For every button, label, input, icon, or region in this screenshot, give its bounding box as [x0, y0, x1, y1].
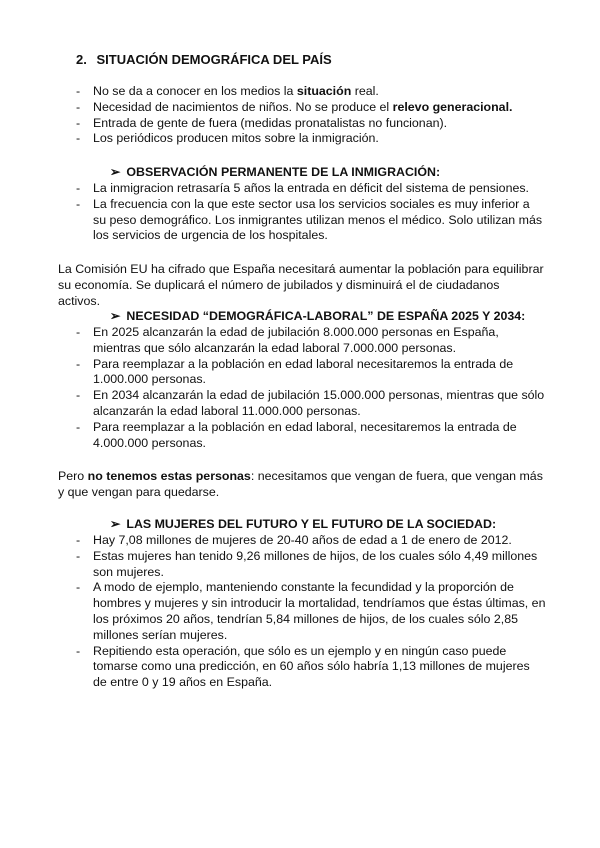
intro-list [76, 84, 546, 147]
list-item: - No se da a conocer en los medios la situación real. [76, 84, 379, 98]
list-item: - Necesidad de nacimientos de niños. No se produce el relevo generacional. [76, 99, 513, 114]
arrow-icon: ➢ [110, 165, 121, 179]
section-title: SITUACIÓN DEMOGRÁFICA DEL PAÍS [96, 52, 332, 67]
list-item: - Los periódicos producen mitos sobre la inmigración. [76, 131, 379, 146]
labor-demand-list [76, 325, 546, 451]
paragraph-eu-commission: La Comisión EU ha cifrado que España necesitará aumentar la población para equilibrar su economía. Se duplicará el número de jubilados y disminuirá el de ciudadanos activos. [58, 262, 544, 308]
list-item: - La frecuencia con la que este sector usa los servicios sociales es muy inferior a su peso demográfico. Los inmigrantes utilizan menos el médico. Solo utilizan más los servicios de urgencia de los hospitales. [76, 196, 543, 243]
list-item: - Repitiendo esta operación, que sólo es un ejemplo y en ningún caso puede tomarse como una predicción, en 60 años sólo habría 1,13 millones de mujeres de entre 0 y 19 años en España. [76, 643, 530, 690]
list-item: - En 2034 alcanzarán la edad de jubilación 15.000.000 personas, mientras que sólo alcanzarán la edad laboral 11.000.000 personas. [76, 388, 545, 418]
list-item: - La inmigracion retrasaría 5 años la entrada en déficit del sistema de pensiones. [76, 181, 529, 195]
paragraph-we-lack-people: Pero no tenemos estas personas: necesitamos que vengan de fuera, que vengan más y que vengan para quedarse. [58, 469, 543, 499]
list-item: - Estas mujeres han tenido 9,26 millones de hijos, de los cuales sólo 4,49 millones son mujeres. [76, 548, 538, 579]
list-item: - Entrada de gente de fuera (medidas pronatalistas no funcionan). [76, 115, 448, 130]
section-number: 2. [76, 52, 87, 67]
list-item: - En 2025 alcanzarán la edad de jubilación 8.000.000 personas en España, mientras que sólo alcanzarán la edad laboral 7.000.000 personas. [76, 325, 499, 355]
subheading-women-future: ➢ LAS MUJERES DEL FUTURO Y EL FUTURO DE LA SOCIEDAD: [110, 517, 497, 531]
subheading-labor-demand: ➢ NECESIDAD “DEMOGRÁFICA-LABORAL” DE ESPAÑA 2025 Y 2034: [110, 309, 526, 323]
immigration-list [76, 181, 546, 244]
arrow-icon: ➢ [110, 517, 121, 531]
list-item: - Para reemplazar a la población en edad laboral, necesitaremos la entrada de 4.000.000 personas. [76, 419, 517, 450]
section-heading [76, 52, 332, 68]
list-item: - A modo de ejemplo, manteniendo constante la fecundidad y la proporción de hombres y mujeres y sin introducir la mortalidad, tendríamos que éstas últimas, en los próximos 20 años, tendrían 5,84 millones de hijos, de los cuales sólo 2,85 millones serían mujeres. [76, 580, 546, 642]
subheading-immigration: ➢ OBSERVACIÓN PERMANENTE DE LA INMIGRACIÓN: [110, 165, 441, 179]
list-item: - Para reemplazar a la población en edad laboral necesitaremos la entrada de 1.000.000 personas. [76, 356, 514, 387]
arrow-icon: ➢ [110, 309, 121, 323]
women-future-list [76, 533, 546, 691]
list-item: - Hay 7,08 millones de mujeres de 20-40 años de edad a 1 de enero de 2012. [76, 533, 512, 547]
